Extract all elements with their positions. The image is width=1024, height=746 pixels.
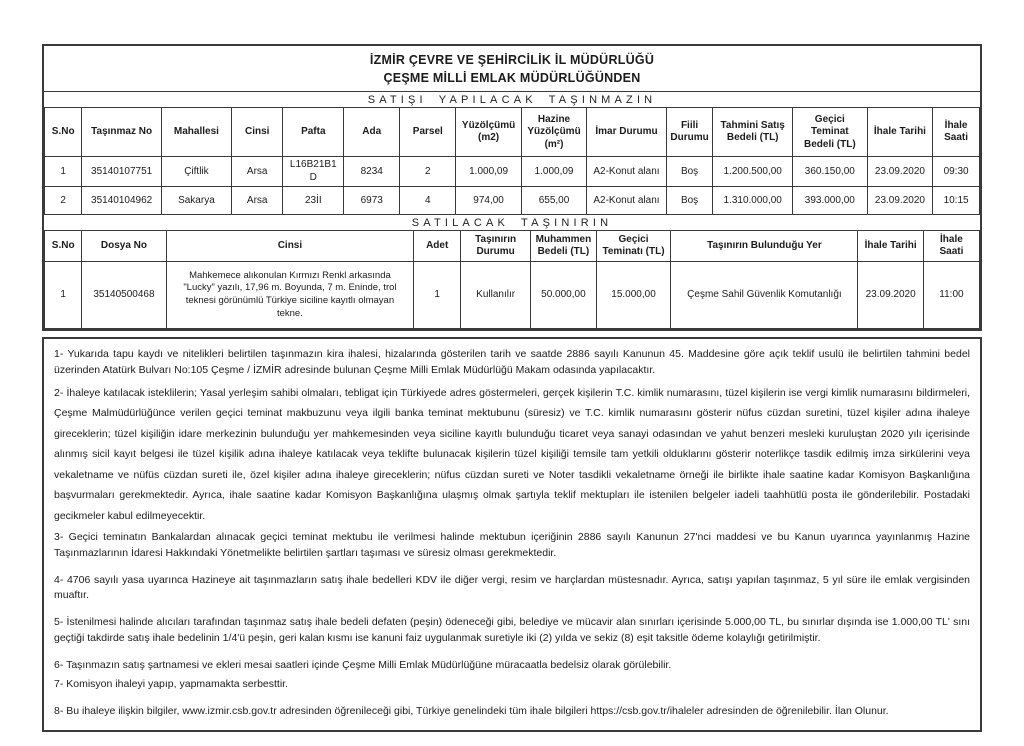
cell-adet: 1 [414, 262, 461, 329]
cell-description: Mahkemece alıkonulan Kırmızı Renkl arkasında "Lucky" yazılı, 17,96 m. Boyunda, 7 m. Eninde, trol teknesi görünümlü Türkiye siciline kayıtlı olmayan tekne. [166, 262, 414, 329]
cell-cinsi: Arsa [231, 187, 282, 215]
section-title-immovables: SATIŞI YAPILACAK TAŞINMAZIN [367, 94, 657, 107]
table-row [45, 157, 980, 187]
immovables-table [44, 107, 980, 215]
cell-ihale-saati: 09:30 [933, 157, 980, 187]
column-header: Parsel [400, 108, 456, 157]
cell-tahmini-bedel: 1.200.500,00 [713, 157, 792, 187]
column-header: İhale Tarihi [858, 231, 923, 262]
cell-yuzolcumu: 974,00 [456, 187, 521, 215]
column-header: Hazine Yüzölçümü (m²) [521, 108, 586, 157]
note-3: 3- Geçici teminatın Bankalardan alınacak geçici teminat mektubu ile verilmesi halinde mektubun içeriğinin 2886 sayılı Kanunun 27'nci maddesi ve bu Kanun uyarınca yayınlanmış Hazine Taşınmazlarının İdaresi Hakkındaki Yönetmelikte belirtilen şartları taşıması ve süresiz olması gerekmektedir. [54, 531, 970, 559]
cell-tahmini-bedel: 1.310.000,00 [713, 187, 792, 215]
cell-ada: 6973 [344, 187, 400, 215]
note-6: 6- Taşınmazın satış şartnamesi ve ekleri mesai saatleri içinde Çeşme Milli Emlak Müdürlüğüne müracaatla bedelsiz olarak görülebilir. [54, 658, 672, 671]
cell-ihale-saati: 11:00 [923, 262, 979, 329]
cell-tasinmaz-no: 35140104962 [82, 187, 161, 215]
column-header: Ada [344, 108, 400, 157]
table-row [45, 187, 980, 215]
column-header: Taşınmaz No [82, 108, 161, 157]
cell-pafta: L16B21B1D [283, 157, 344, 187]
column-header: Geçici Teminat Bedeli (TL) [792, 108, 867, 157]
cell-mahalle: Sakarya [161, 187, 231, 215]
column-header: İhale Saati [923, 231, 979, 262]
cell-mahalle: Çiftlik [161, 157, 231, 187]
cell-pafta: 23İI [283, 187, 344, 215]
column-header: Tahmini Satış Bedeli (TL) [713, 108, 792, 157]
cell-durum: Kullanılır [461, 262, 531, 329]
cell-ihale-tarihi: 23.09.2020 [867, 187, 932, 215]
section-title-movables: SATILACAK TAŞINIRIN [411, 217, 613, 230]
cell-teminat: 15.000,00 [596, 262, 671, 329]
cell-sno: 1 [45, 157, 82, 187]
column-header: Dosya No [82, 231, 166, 262]
column-header: İhale Tarihi [867, 108, 932, 157]
column-header: İmar Durumu [587, 108, 666, 157]
note-1: 1- Yukarıda tapu kaydı ve nitelikleri belirtilen taşınmazın kira ihalesi, hizalarında gösterilen tarih ve saatde 2886 sayılı Kanunun 45. Maddesine göre açık teklif usulü ile belirtilen tahmini bedel üzerinden Atatürk Bulvarı No:105 Çeşme / İZMİR adresinde bulunan Çeşme Milli Emlak Müdürlüğü Makam odasında yapılacaktır. [54, 348, 970, 376]
column-header: S.No [45, 231, 82, 262]
cell-fiili-durum: Boş [666, 187, 713, 215]
announcement-document [42, 44, 982, 732]
cell-ihale-saati: 10:15 [933, 187, 980, 215]
column-header: Cinsi [166, 231, 414, 262]
cell-hazine-yuzolcumu: 655,00 [521, 187, 586, 215]
cell-cinsi: Arsa [231, 157, 282, 187]
cell-muhammen-bedel: 50.000,00 [531, 262, 596, 329]
cell-ihale-tarihi: 23.09.2020 [858, 262, 923, 329]
movables-table [44, 230, 980, 329]
table-row [45, 262, 980, 329]
column-header: Cinsi [231, 108, 282, 157]
cell-yuzolcumu: 1.000,09 [456, 157, 521, 187]
cell-imar: A2-Konut alanı [587, 157, 666, 187]
note-5: 5- İstenilmesi halinde alıcıları tarafından taşınmaz satış ihale bedeli defaten (peşin) ödeneceği gibi, belediye ve mücavir alan sınırları içerisinde 5.000,00 TL, bu sınırlar dışında ise 1.000,00 TL' sını geçtiği takdirde satış ihale bedelinin 1/4'ü peşin, geri kalan kısmı ise kanuni faiz uygulanmak suretiyle iki (2) yılda ve sekiz (8) eşit taksitle ödeme kolaylığı getirilmiştir. [54, 616, 970, 644]
column-header: S.No [45, 108, 82, 157]
column-header: Mahallesi [161, 108, 231, 157]
cell-fiili-durum: Boş [666, 157, 713, 187]
cell-hazine-yuzolcumu: 1.000,09 [521, 157, 586, 187]
cell-parsel: 2 [400, 157, 456, 187]
cell-ada: 8234 [344, 157, 400, 187]
cell-imar: A2-Konut alanı [587, 187, 666, 215]
cell-ihale-tarihi: 23.09.2020 [867, 157, 932, 187]
column-header: Fiili Durumu [666, 108, 713, 157]
cell-teminat: 393.000,00 [792, 187, 867, 215]
tables-box [42, 44, 982, 331]
column-header: Muhammen Bedeli (TL) [531, 231, 596, 262]
cell-parsel: 4 [400, 187, 456, 215]
note-7: 7- Komisyon ihaleyi yapıp, yapmamakta serbesttir. [54, 678, 289, 691]
cell-teminat: 360.150,00 [792, 157, 867, 187]
note-4: 4- 4706 sayılı yasa uyarınca Hazineye ait taşınmazların satış ihale bedelleri KDV ile diğer vergi, resim ve harçlardan müstesnadır. Ayrıca, satışı yapılan taşınmaz, 5 yıl süre ile emlak vergisinden muaftır. [54, 573, 970, 602]
cell-sno: 1 [45, 262, 82, 329]
cell-sno: 2 [45, 187, 82, 215]
column-header: Adet [414, 231, 461, 262]
column-header: İhale Saati [933, 108, 980, 157]
column-header: Taşınırın Bulunduğu Yer [671, 231, 858, 262]
movables-header-row [45, 231, 980, 262]
column-header: Geçici Teminatı (TL) [596, 231, 671, 262]
cell-tasinmaz-no: 35140107751 [82, 157, 161, 187]
page-subtitle: ÇEŞME MİLLİ EMLAK MÜDÜRLÜĞÜNDEN [383, 71, 641, 86]
page-title: İZMİR ÇEVRE VE ŞEHİRCİLİK İL MÜDÜRLÜĞÜ [369, 53, 655, 67]
column-header: Taşınırın Durumu [461, 231, 531, 262]
document-header [44, 46, 980, 92]
notes-box [42, 337, 982, 732]
column-header: Pafta [283, 108, 344, 157]
note-8: 8- Bu ihaleye ilişkin bilgiler, www.izmir.csb.gov.tr adresinden öğrenileceği gibi, Türkiye genelindeki tüm ihale bilgileri https://csb.gov.tr/ihaleler adresinden de öğrenilebilir. İlan Olunur. [54, 705, 889, 718]
note-2: 2- İhaleye katılacak isteklilerin; Yasal yerleşim sahibi olmaları, tebligat için Türkiyede adres göstermeleri, gerçek kişilerin T.C. kimlik numarasını, tüzel kişilerin ise vergi kimlik numarasını bildirmeleri, Çeşme Malmüdürlüğünce verilen geçici teminat makbuzunu veya ilgili banka teminat mektubunu (süresiz) ve T.C. kimlik numarasını gösterir nüfus cüzdan suretini, tüzel kişiler adına ihaleye gireceklerin; tüzel kişiliğin idare merkezinin bulunduğu yer mahkemesinden veya siciline kayıtlı bulunduğu ticaret veya sanayi odasından ve yahut benzeri mesleki kuruluştan 2020 yılı içerisinde alınmış sicil kayıt belgesi ile tüzel kişilik adına ihaleye katılacak veya teklifte bulunacak kişilerin tüzel kişiliği temsile tam yetkili olduklarını gösterir noterlikçe tasdik edilmiş imza sirkülerini veya vekaletname ve nüfüs cüzdan sureti ile, özel kişiler adına ihaleye gireceklerin; nüfus cüzdan sureti ve Noter tasdikli vekaletname örneği ile birlikte ihale saatine kadar Komisyon Başkanlığına başvurmaları gerekmektedir. Ayrıca, ihale saatine kadar Komisyon Başkanlığına ulaşmış olmak şartıyla teklif mektupları ile istenilen belgeler iadeli taahhütlü posta ile gönderilebilir. Postadaki gecikmeler kabul edilmeyecektir. [54, 386, 970, 522]
immovables-header-row [45, 108, 980, 157]
column-header: Yüzölçümü (m2) [456, 108, 521, 157]
cell-bulundugu-yer: Çeşme Sahil Güvenlik Komutanlığı [671, 262, 858, 329]
cell-dosya-no: 35140500468 [82, 262, 166, 329]
